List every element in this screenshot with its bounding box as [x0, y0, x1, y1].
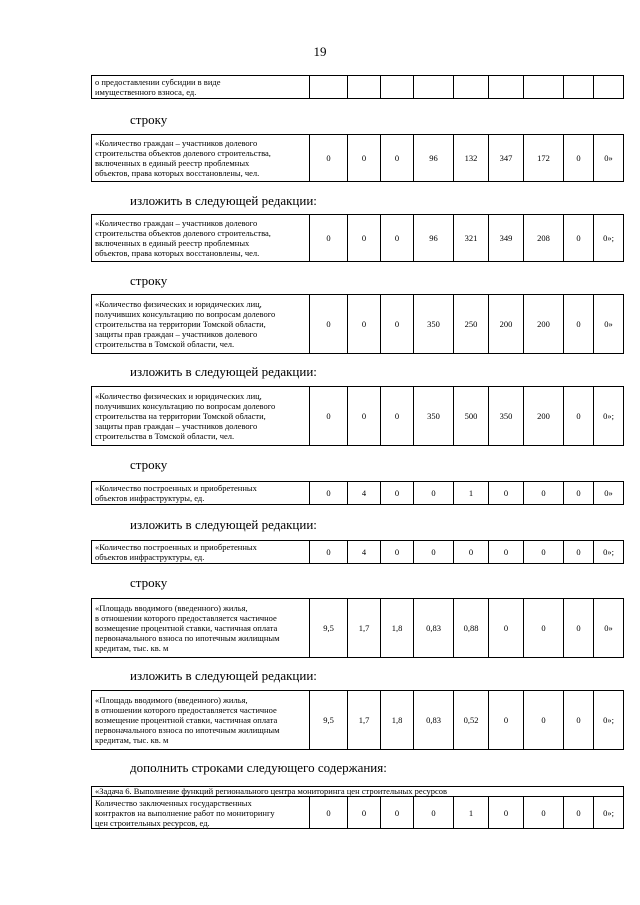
indicator-description-cell [92, 76, 310, 99]
value-cell-8: 0 [564, 691, 594, 750]
description-line: возмещение процентной ставки, частичная оплата [95, 623, 278, 633]
value-cell-6 [489, 76, 524, 99]
value-cell-1 [310, 76, 348, 99]
value-cell-9: 0» [594, 295, 624, 354]
indicator-description-cell [92, 295, 310, 354]
value-cell-5 [454, 76, 489, 99]
value-cell-3: 1,8 [381, 691, 414, 750]
value-cell-6: 0 [489, 599, 524, 658]
indicator-description-cell [92, 797, 310, 829]
table-row [92, 387, 624, 446]
value-cell-4 [414, 76, 454, 99]
description-line: первоначального взноса по ипотечным жилищным [95, 633, 280, 643]
instruction-label-9: дополнить строками следующего содержания: [130, 760, 387, 775]
value-cell-5: 0,52 [454, 691, 489, 750]
task-header-cell: «Задача 6. Выполнение функций регионального центра мониторинга цен строительных ресурсов [92, 787, 624, 797]
description-line: в отношении которого предоставляется частичное [95, 613, 277, 623]
value-cell-7: 172 [524, 135, 564, 182]
table-row [92, 135, 624, 182]
value-cell-9: 0»; [594, 215, 624, 262]
value-cell-6: 200 [489, 295, 524, 354]
indicator-description-cell [92, 691, 310, 750]
value-cell-5: 1 [454, 797, 489, 829]
value-cell-7: 0 [524, 599, 564, 658]
description-line: возмещение процентной ставки, частичная оплата [95, 715, 278, 725]
table-fragment-1 [91, 75, 624, 99]
value-cell-9: 0»; [594, 691, 624, 750]
value-cell-2 [348, 76, 381, 99]
table-row [92, 215, 624, 262]
description-line: строительства на территории Томской области, [95, 319, 266, 329]
description-line: кредитам, тыс. кв. м [95, 735, 169, 745]
value-cell-8: 0 [564, 599, 594, 658]
description-line: «Количество граждан – участников долевого [95, 138, 258, 148]
value-cell-3 [381, 76, 414, 99]
value-cell-2: 0 [348, 387, 381, 446]
value-cell-8: 0 [564, 215, 594, 262]
description-line: имущественного взноса, ед. [95, 87, 197, 97]
description-line: Количество заключенных государственных [95, 797, 252, 808]
value-cell-5: 250 [454, 295, 489, 354]
value-cell-2: 0 [348, 797, 381, 829]
description-line: первоначального взноса по ипотечным жилищным [95, 725, 280, 735]
description-line: включенных в единый реестр проблемных [95, 158, 250, 168]
table-fragment-10 [91, 786, 624, 829]
table-row [92, 599, 624, 658]
value-cell-3: 0 [381, 295, 414, 354]
description-line: включенных в единый реестр проблемных [95, 238, 250, 248]
value-cell-1: 0 [310, 135, 348, 182]
table-fragment-7 [91, 540, 624, 564]
page-number: 19 [313, 44, 327, 59]
description-line: строительства объектов долевого строительства, [95, 228, 271, 238]
value-cell-5: 132 [454, 135, 489, 182]
description-line: «Количество построенных и приобретенных [95, 542, 257, 552]
indicator-description-cell [92, 482, 310, 505]
description-line: объектов инфраструктуры, ед. [95, 493, 205, 503]
value-cell-7: 0 [524, 482, 564, 505]
instruction-label-8: изложить в следующей редакции: [130, 668, 317, 683]
value-cell-7: 0 [524, 691, 564, 750]
description-line: строительства на территории Томской области, [95, 411, 266, 421]
value-cell-9: 0»; [594, 797, 624, 829]
value-cell-1: 0 [310, 387, 348, 446]
description-line: объектов инфраструктуры, ед. [95, 552, 205, 562]
value-cell-7 [524, 76, 564, 99]
value-cell-8 [564, 76, 594, 99]
value-cell-5: 321 [454, 215, 489, 262]
value-cell-1: 9,5 [310, 691, 348, 750]
table-row [92, 797, 624, 829]
value-cell-8: 0 [564, 797, 594, 829]
instruction-label-6: изложить в следующей редакции: [130, 517, 317, 532]
value-cell-5: 1 [454, 482, 489, 505]
value-cell-8: 0 [564, 541, 594, 564]
value-cell-4: 0 [414, 482, 454, 505]
value-cell-6: 0 [489, 541, 524, 564]
value-cell-5: 500 [454, 387, 489, 446]
description-line: строительства в Томской области, чел. [95, 339, 235, 349]
value-cell-3: 0 [381, 482, 414, 505]
value-cell-8: 0 [564, 387, 594, 446]
value-cell-8: 0 [564, 482, 594, 505]
value-cell-4: 96 [414, 215, 454, 262]
description-line: строительства в Томской области, чел. [95, 431, 235, 441]
table-fragment-2 [91, 134, 624, 182]
value-cell-7: 0 [524, 541, 564, 564]
table-row [92, 541, 624, 564]
description-line: кредитам, тыс. кв. м [95, 643, 169, 653]
description-line: строительства объектов долевого строительства, [95, 148, 271, 158]
value-cell-4: 0,83 [414, 691, 454, 750]
value-cell-6: 0 [489, 691, 524, 750]
description-line: о предоставлении субсидии в виде [95, 77, 221, 87]
table-fragment-8 [91, 598, 624, 658]
value-cell-8: 0 [564, 295, 594, 354]
table-row [92, 76, 624, 99]
description-line: защиты прав граждан – участников долевого [95, 329, 258, 339]
value-cell-2: 0 [348, 135, 381, 182]
value-cell-2: 4 [348, 541, 381, 564]
value-cell-2: 0 [348, 215, 381, 262]
value-cell-1: 0 [310, 797, 348, 829]
value-cell-7: 208 [524, 215, 564, 262]
value-cell-3: 0 [381, 387, 414, 446]
value-cell-4: 96 [414, 135, 454, 182]
value-cell-6: 0 [489, 482, 524, 505]
value-cell-9: 0»; [594, 541, 624, 564]
value-cell-4: 0,83 [414, 599, 454, 658]
value-cell-9: 0» [594, 135, 624, 182]
description-line: получивших консультацию по вопросам долевого [95, 309, 276, 319]
value-cell-8: 0 [564, 135, 594, 182]
value-cell-6: 350 [489, 387, 524, 446]
table-row [92, 482, 624, 505]
description-line: в отношении которого предоставляется частичное [95, 705, 277, 715]
instruction-label-1: строку [130, 112, 168, 127]
value-cell-7: 200 [524, 295, 564, 354]
value-cell-3: 0 [381, 135, 414, 182]
table-row [92, 691, 624, 750]
instruction-label-7: строку [130, 575, 168, 590]
table-fragment-3 [91, 214, 624, 262]
description-line: «Количество физических и юридических лиц, [95, 299, 262, 309]
instruction-label-4: изложить в следующей редакции: [130, 364, 317, 379]
value-cell-3: 1,8 [381, 599, 414, 658]
value-cell-1: 9,5 [310, 599, 348, 658]
value-cell-1: 0 [310, 295, 348, 354]
table-fragment-6 [91, 481, 624, 505]
value-cell-5: 0,88 [454, 599, 489, 658]
value-cell-9: 0» [594, 599, 624, 658]
instruction-label-3: строку [130, 273, 168, 288]
table-row [92, 295, 624, 354]
table-fragment-5 [91, 386, 624, 446]
indicator-description-cell [92, 599, 310, 658]
description-line: защиты прав граждан – участников долевого [95, 421, 258, 431]
value-cell-7: 200 [524, 387, 564, 446]
instruction-label-5: строку [130, 457, 168, 472]
value-cell-1: 0 [310, 482, 348, 505]
table-fragment-4 [91, 294, 624, 354]
indicator-description-cell [92, 541, 310, 564]
value-cell-2: 1,7 [348, 599, 381, 658]
value-cell-9: 0»; [594, 387, 624, 446]
value-cell-4: 350 [414, 295, 454, 354]
value-cell-4: 0 [414, 541, 454, 564]
value-cell-6: 0 [489, 797, 524, 829]
description-line: получивших консультацию по вопросам долевого [95, 401, 276, 411]
table-fragment-9 [91, 690, 624, 750]
value-cell-2: 1,7 [348, 691, 381, 750]
value-cell-1: 0 [310, 215, 348, 262]
description-line: «Площадь вводимого (введенного) жилья, [95, 603, 248, 613]
indicator-description-cell [92, 215, 310, 262]
description-line: объектов, права которых восстановлены, чел. [95, 248, 260, 258]
value-cell-3: 0 [381, 797, 414, 829]
value-cell-3: 0 [381, 541, 414, 564]
description-line: объектов, права которых восстановлены, чел. [95, 168, 260, 178]
value-cell-7: 0 [524, 797, 564, 829]
value-cell-4: 350 [414, 387, 454, 446]
description-line: «Площадь вводимого (введенного) жилья, [95, 695, 248, 705]
value-cell-9 [594, 76, 624, 99]
value-cell-4: 0 [414, 797, 454, 829]
description-line: контрактов на выполнение работ по мониторингу [95, 807, 275, 818]
description-line: «Количество физических и юридических лиц, [95, 391, 262, 401]
description-line: «Количество граждан – участников долевого [95, 218, 258, 228]
value-cell-6: 349 [489, 215, 524, 262]
value-cell-5: 0 [454, 541, 489, 564]
indicator-description-cell [92, 135, 310, 182]
indicator-description-cell [92, 387, 310, 446]
value-cell-1: 0 [310, 541, 348, 564]
value-cell-6: 347 [489, 135, 524, 182]
value-cell-2: 0 [348, 295, 381, 354]
instruction-label-2: изложить в следующей редакции: [130, 193, 317, 208]
description-line: цен строительных ресурсов, ед. [95, 817, 210, 828]
value-cell-2: 4 [348, 482, 381, 505]
description-line: «Количество построенных и приобретенных [95, 483, 257, 493]
value-cell-3: 0 [381, 215, 414, 262]
value-cell-9: 0» [594, 482, 624, 505]
